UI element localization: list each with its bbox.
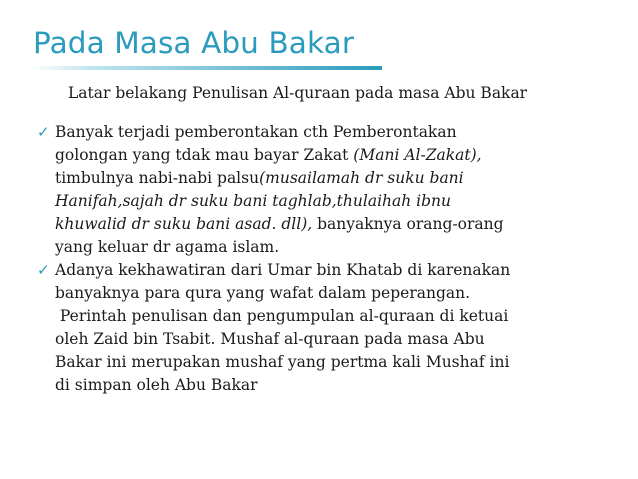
bullet-line: Banyak terjadi pemberontakan cth Pemberontakan — [55, 123, 457, 141]
slide-body — [37, 121, 597, 397]
bullet-line — [55, 167, 597, 190]
bullet-italic-text: (musailamah dr suku bani — [259, 169, 464, 187]
paragraph-line: oleh Zaid bin Tsabit. Mushaf al-quraan pada masa Abu — [55, 330, 485, 348]
bullet-line — [55, 213, 597, 236]
body-paragraph — [37, 305, 597, 397]
bullet-italic-text: khuwalid dr suku bani asad. dll), — [55, 215, 313, 233]
bullet-italic-line: Hanifah,sajah dr suku bani taghlab,thulaihah ibnu — [55, 192, 452, 210]
bullet-line: Adanya kekhawatiran dari Umar bin Khatab di karenakan — [55, 261, 511, 279]
bullet-item — [37, 121, 597, 259]
checkmark-icon: ✓ — [37, 123, 50, 141]
bullet-text: golongan yang tdak mau bayar Zakat — [55, 146, 354, 164]
checkmark-icon: ✓ — [37, 261, 50, 279]
title-underline — [30, 66, 382, 70]
slide-subtitle: Latar belakang Penulisan Al-quraan pada masa Abu Bakar — [68, 84, 528, 102]
bullet-text: banyaknya orang-orang — [312, 215, 504, 233]
bullet-line — [55, 144, 597, 167]
paragraph-line: di simpan oleh Abu Bakar — [55, 376, 258, 394]
slide-title: Pada Masa Abu Bakar — [33, 26, 355, 60]
bullet-text: timbulnya nabi-nabi palsu — [55, 169, 260, 187]
bullet-line: yang keluar dr agama islam. — [55, 238, 280, 256]
paragraph-line: Perintah penulisan dan pengumpulan al-quraan di ketuai — [55, 307, 509, 325]
bullet-line: banyaknya para qura yang wafat dalam peperangan. — [55, 284, 471, 302]
paragraph-line: Bakar ini merupakan mushaf yang pertma kali Mushaf ini — [55, 353, 510, 371]
bullet-item — [37, 259, 597, 305]
bullet-italic-text: (Mani Al-Zakat), — [353, 146, 482, 164]
